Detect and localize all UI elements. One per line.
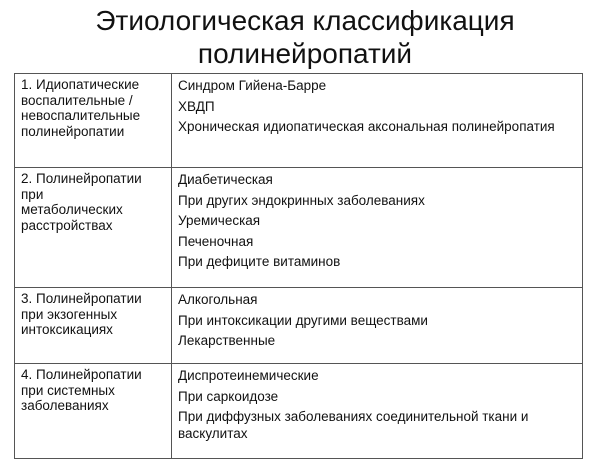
list-item: При диффузных заболеваниях соединительной ткани и васкулитах	[178, 409, 529, 441]
group-cell: 2. Полинейропатии при метаболических расстройствах	[15, 168, 172, 288]
group-cell: 3. Полинейропатии при экзогенных интоксикациях	[15, 288, 172, 364]
list-item: Хроническая идиопатическая аксональная полинейропатия	[178, 119, 555, 134]
list-item: ХВДП	[178, 98, 215, 114]
list-item: Диабетическая	[178, 172, 273, 187]
table-row	[15, 288, 583, 364]
list-item: Уремическая	[178, 213, 261, 228]
list-item: При дефиците витаминов	[178, 254, 341, 269]
list-item: Печеночная	[178, 233, 254, 249]
table-row	[15, 364, 583, 459]
items-cell	[172, 74, 583, 168]
group-cell: 1. Идиопатические воспалительные / невоспалительные полинейропатии	[15, 74, 172, 168]
title-line-2: полинейропатий	[197, 38, 413, 69]
table-row	[15, 74, 583, 168]
list-item: Алкогольная	[178, 292, 258, 307]
group-cell: 4. Полинейропатии при системных заболеваниях	[15, 364, 172, 459]
list-item: При саркоидозе	[178, 388, 279, 404]
items-cell	[172, 288, 583, 364]
list-item: Синдром Гийена-Барре	[178, 78, 327, 93]
list-item: Диспротеинемические	[178, 368, 319, 383]
list-item: Лекарственные	[178, 333, 276, 348]
list-item: При интоксикации другими веществами	[178, 312, 428, 328]
page-title	[0, 4, 610, 70]
title-line-1: Этиологическая классификация	[95, 5, 515, 36]
list-item: При других эндокринных заболеваниях	[178, 192, 425, 208]
classification-table	[14, 73, 583, 459]
items-cell	[172, 364, 583, 459]
items-cell	[172, 168, 583, 288]
table-row	[15, 168, 583, 288]
